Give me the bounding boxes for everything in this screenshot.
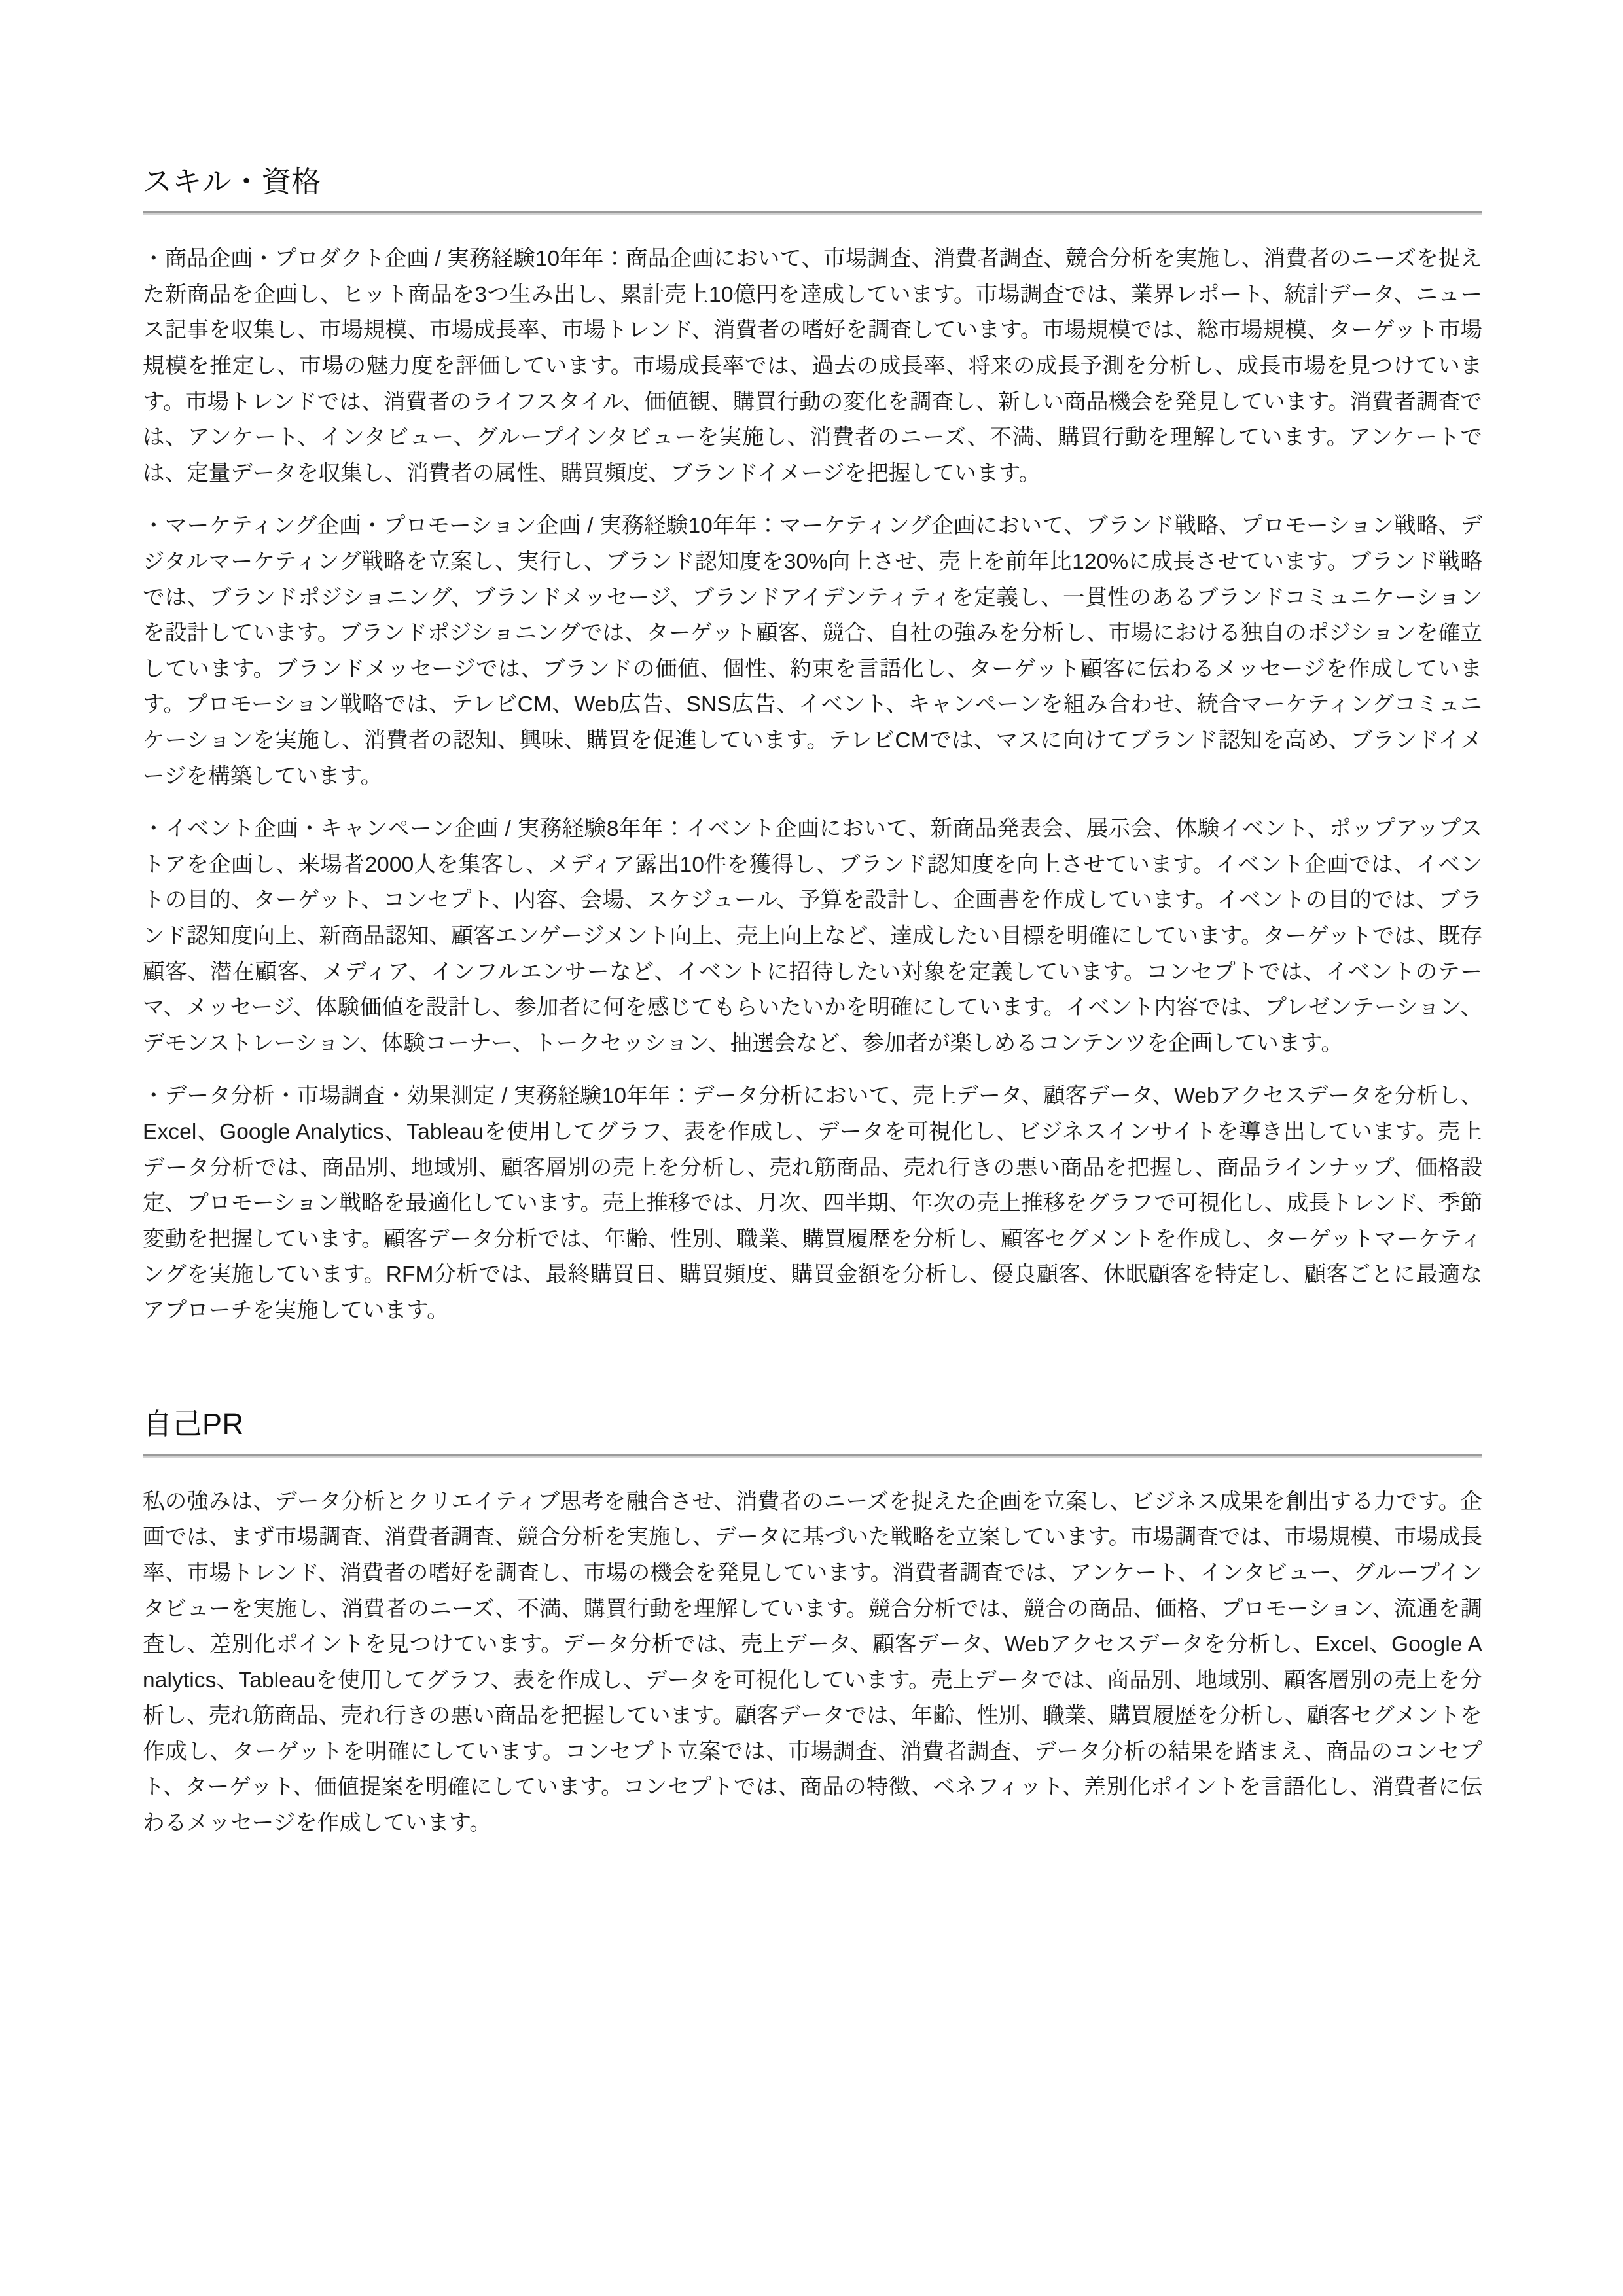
page-content xyxy=(143,164,1482,1842)
section-self-pr xyxy=(143,1406,1482,1841)
self-pr-body xyxy=(143,1484,1482,1842)
section-divider-skills xyxy=(143,211,1482,215)
section-heading-skills: スキル・資格 xyxy=(143,165,321,198)
self-pr-paragraph: 私の強みは、データ分析とクリエイティブ思考を融合させ、消費者のニーズを捉えた企画を立案し、ビジネス成果を創出する力です。企画では、まず市場調査、消費者調査、競合分析を実施し、データに基づいた戦略を立案しています。市場調査では、市場規模、市場成長率、市場トレンド、消費者の嗜好を調査し、市場の機会を発見しています。消費者調査では、アンケート、インタビュー、グループインタビューを実施し、消費者のニーズ、不満、購買行動を理解しています。競合分析では、競合の商品、価格、プロモーション、流通を調査し、差別化ポイントを見つけています。データ分析では、売上データ、顧客データ、Webアクセスデータを分析し、Excel、Google Analytics、Tableauを使用してグラフ、表を作成し、データを可視化しています。売上データでは、商品別、地域別、顧客層別の売上を分析し、売れ筋商品、売れ行きの悪い商品を把握しています。顧客データでは、年齢、性別、職業、購買履歴を分析し、顧客セグメントを作成し、ターゲットを明確にしています。コンセプト立案では、市場調査、消費者調査、データ分析の結果を踏まえ、商品のコンセプト、ターゲット、価値提案を明確にしています。コンセプトでは、商品の特徴、ベネフィット、差別化ポイントを言語化し、消費者に伝わるメッセージを作成しています。 xyxy=(143,1489,1482,1836)
section-divider-self-pr xyxy=(143,1454,1482,1458)
skill-item-event-planning: ・イベント企画・キャンペーン企画 / 実務経験8年年：イベント企画において、新商品発表会、展示会、体験イベント、ポップアップストアを企画し、来場者2000人を集客し、メディア露出10件を獲得し、ブランド認知度を向上させています。イベント企画では、イベントの目的、ターゲット、コンセプト、内容、会場、スケジュール、予算を設計し、企画書を作成しています。イベントの目的では、ブランド認知度向上、新商品認知、顧客エンゲージメント向上、売上向上など、達成したい目標を明確にしています。ターゲットでは、既存顧客、潜在顧客、メディア、インフルエンサーなど、イベントに招待したい対象を定義しています。コンセプトでは、イベントのテーマ、メッセージ、体験価値を設計し、参加者に何を感じてもらいたいかを明確にしています。イベント内容では、プレゼンテーション、デモンストレーション、体験コーナー、トークセッション、抽選会など、参加者が楽しめるコンテンツを企画しています。 xyxy=(143,817,1482,1056)
skill-item-product-planning: ・商品企画・プロダクト企画 / 実務経験10年年：商品企画において、市場調査、消費者調査、競合分析を実施し、消費者のニーズを捉えた新商品を企画し、ヒット商品を3つ生み出し、累計売上10億円を達成しています。市場調査では、業界レポート、統計データ、ニュース記事を収集し、市場規模、市場成長率、市場トレンド、消費者の嗜好を調査しています。市場規模では、総市場規模、ターゲット市場規模を推定し、市場の魅力度を評価しています。市場成長率では、過去の成長率、将来の成長予測を分析し、成長市場を見つけています。市場トレンドでは、消費者のライフスタイル、価値観、購買行動の変化を調査し、新しい商品機会を発見しています。消費者調査では、アンケート、インタビュー、グループインタビューを実施し、消費者のニーズ、不満、購買行動を理解しています。アンケートでは、定量データを収集し、消費者の属性、購買頻度、ブランドイメージを把握しています。 xyxy=(143,247,1482,486)
section-heading-self-pr: 自己PR xyxy=(143,1407,244,1441)
skills-body xyxy=(143,242,1482,1329)
section-skills xyxy=(143,164,1482,1329)
skill-item-marketing-planning: ・マーケティング企画・プロモーション企画 / 実務経験10年年：マーケティング企画において、ブランド戦略、プロモーション戦略、デジタルマーケティング戦略を立案し、実行し、ブランド認知度を30%向上させ、売上を前年比120%に成長させています。ブランド戦略では、ブランドポジショニング、ブランドメッセージ、ブランドアイデンティティを定義し、一貫性のあるブランドコミュニケーションを設計しています。ブランドポジショニングでは、ターゲット顧客、競合、自社の強みを分析し、市場における独自のポジションを確立しています。ブランドメッセージでは、ブランドの価値、個性、約束を言語化し、ターゲット顧客に伝わるメッセージを作成しています。プロモーション戦略では、テレビCM、Web広告、SNS広告、イベント、キャンペーンを組み合わせ、統合マーケティングコミュニケーションを実施し、消費者の認知、興味、購買を促進しています。テレビCMでは、マスに向けてブランド認知を高め、ブランドイメージを構築しています。 xyxy=(143,514,1482,789)
skill-item-data-analysis: ・データ分析・市場調査・効果測定 / 実務経験10年年：データ分析において、売上データ、顧客データ、Webアクセスデータを分析し、Excel、Google Analytics、Tableauを使用してグラフ、表を作成し、データを可視化し、ビジネスインサイトを導き出しています。売上データ分析では、商品別、地域別、顧客層別の売上を分析し、売れ筋商品、売れ行きの悪い商品を把握し、商品ラインナップ、価格設定、プロモーション戦略を最適化しています。売上推移では、月次、四半期、年次の売上推移をグラフで可視化し、成長トレンド、季節変動を把握しています。顧客データ分析では、年齢、性別、職業、購買履歴を分析し、顧客セグメントを作成し、ターゲットマーケティングを実施しています。RFM分析では、最終購買日、購買頻度、購買金額を分析し、優良顧客、休眠顧客を特定し、顧客ごとに最適なアプローチを実施しています。 xyxy=(143,1084,1482,1323)
